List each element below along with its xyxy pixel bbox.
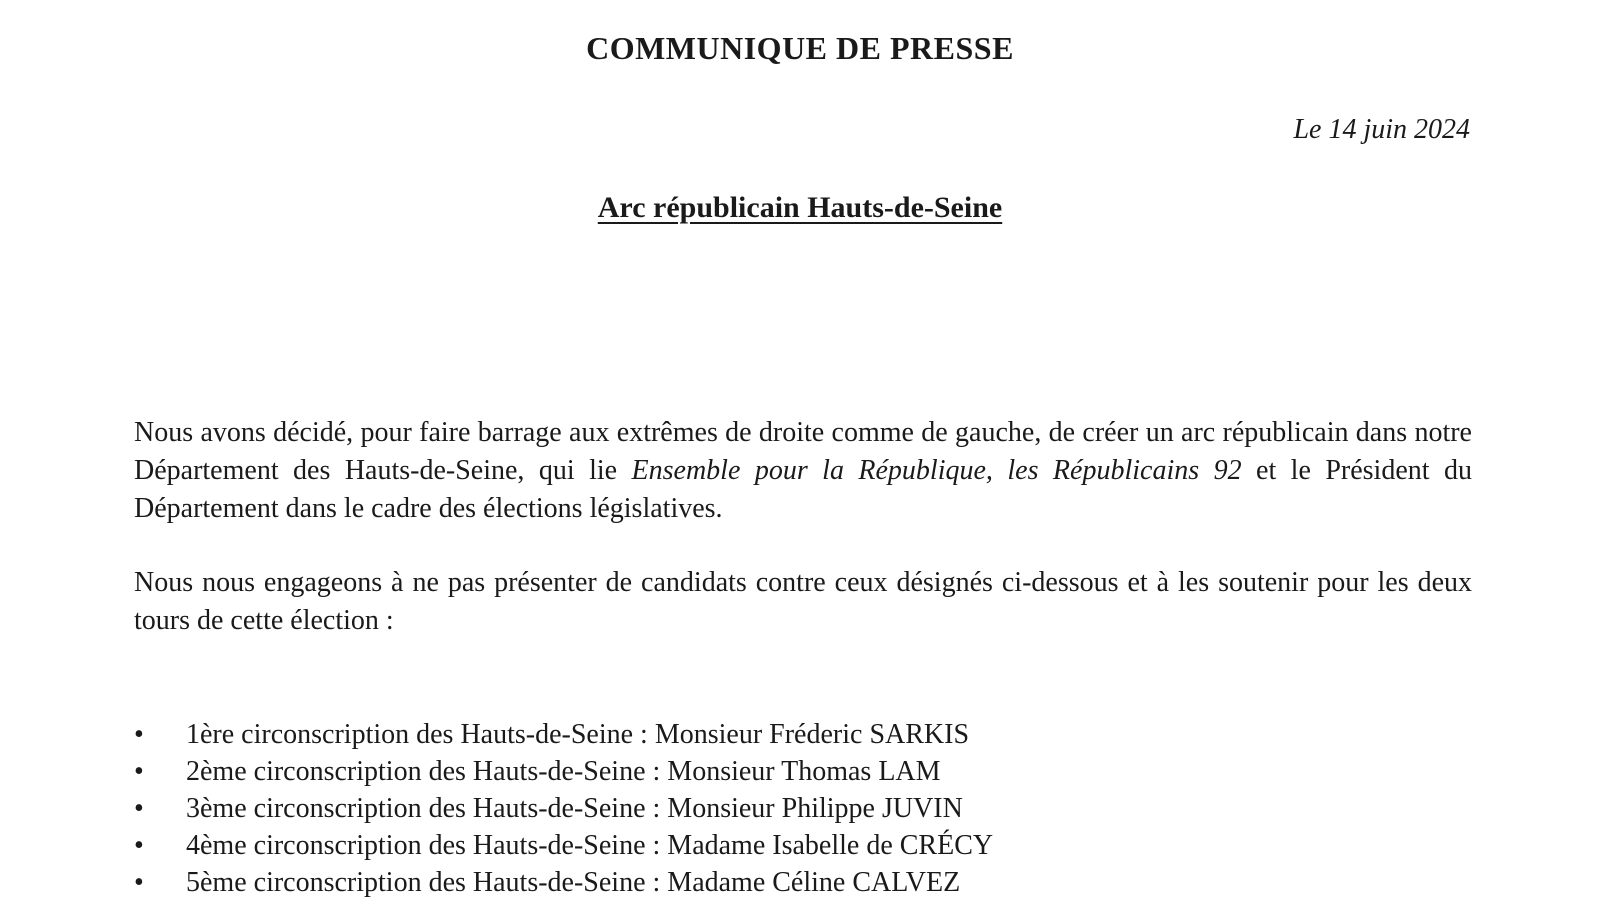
paragraph-intro-part1: Nous avons décidé, pour faire barrage aux extrêmes de droite comme de gauche, de créer un arc républicain dans notre Département des Hauts-de-Seine, qui lie — [134, 417, 1472, 486]
paragraph-intro — [134, 414, 1472, 528]
document-date: Le 14 juin 2024 — [1293, 114, 1470, 145]
document-title — [0, 191, 1600, 225]
candidate-list-item — [134, 716, 993, 753]
paragraph-intro-italic: Ensemble pour la République, les Républicains 92 — [631, 455, 1242, 486]
document-heading: COMMUNIQUE DE PRESSE — [586, 30, 1014, 66]
candidate-text: 4ème circonscription des Hauts-de-Seine : Madame Isabelle de CRÉCY — [186, 830, 994, 861]
bullet-icon: • — [134, 719, 144, 750]
candidate-list-item — [134, 753, 993, 790]
candidate-list-item — [134, 827, 993, 864]
bullet-icon: • — [134, 830, 144, 861]
paragraph-intro-part2: et le Président du Département dans le cadre des élections législatives. — [134, 455, 1472, 524]
bullet-icon: • — [134, 867, 144, 898]
candidate-text: 5ème circonscription des Hauts-de-Seine : Madame Céline CALVEZ — [186, 867, 961, 898]
paragraph-commitment: Nous nous engageons à ne pas présenter de candidats contre ceux désignés ci-dessous et à les soutenir pour les deux tours de cette élection : — [134, 567, 1472, 636]
candidate-list — [134, 716, 993, 900]
bullet-icon: • — [134, 793, 144, 824]
candidate-text: 1ère circonscription des Hauts-de-Seine : Monsieur Fréderic SARKIS — [186, 719, 970, 750]
bullet-icon: • — [134, 756, 144, 787]
document-title-text: Arc républicain Hauts-de-Seine — [597, 191, 1003, 224]
candidate-text: 3ème circonscription des Hauts-de-Seine : Monsieur Philippe JUVIN — [186, 793, 963, 824]
candidate-list-item — [134, 790, 993, 827]
candidate-list-item — [134, 864, 993, 900]
candidate-text: 2ème circonscription des Hauts-de-Seine : Monsieur Thomas LAM — [186, 756, 941, 787]
